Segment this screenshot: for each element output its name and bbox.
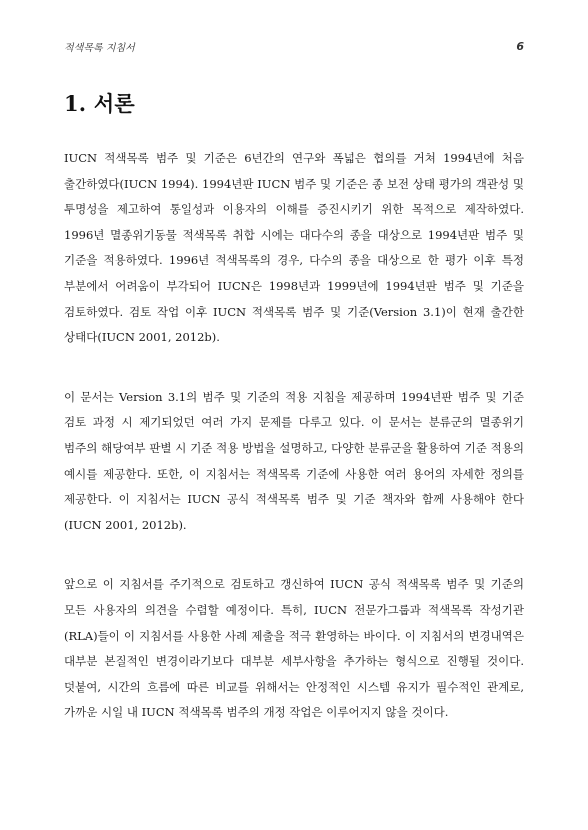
paragraph-future-revisions: 앞으로 이 지침서를 주기적으로 검토하고 갱신하여 IUCN 공식 적색목록 범주 및 기준의 모든 사용자의 의견을 수렴할 예정이다. 특히, IUCN 전문가그룹과 적색목록 작성기관(RLA)들이 이 지침서를 사용한 사례 제출을 적극 환영하는 바이다. 이 지침서의 변경내역은 대부분 본질적인 변경이라기보다 대부분 세부사항을 추가하는 형식으로 진행될 것이다. 덧붙여, 시간의 흐름에 따른 비교를 위해서는 안정적인 시스템 유지가 필수적인 관계로, 가까운 시일 내 IUCN 적색목록 범주의 개정 작업은 이루어지지 않을 것이다. — [64, 577, 524, 720]
paragraph-intro: IUCN 적색목록 범주 및 기준은 6년간의 연구와 폭넓은 협의를 거쳐 1994년에 처음 출간하였다(IUCN 1994). 1994년판 IUCN 범주 및 기준은 종 보전 상태 평가의 객관성 및 투명성을 제고하여 통일성과 이용자의 이해를 증진시키기 위한 목적으로 제작하였다. 1996년 멸종위기동물 적색목록 취합 시에는 대다수의 종을 대상으로 1994년판 범주 및 기준을 적용하였다. 1996년 적색목록의 경우, 다수의 종을 대상으로 한 평가 이후 특정 부분에서 어려움이 부각되어 IUCN은 1998년과 1999년에 1994년판 범주 및 기준을 검토하였다. 검토 작업 이후 IUCN 적색목록 범주 및 기준(Version 3.1)이 현재 출간한 상태다(IUCN 2001, 2012b). — [64, 151, 524, 345]
running-title: 적색목록 지침서 — [64, 42, 135, 54]
section-title: 1. 서론 — [64, 91, 135, 116]
running-header — [64, 38, 524, 54]
body-text — [64, 146, 524, 760]
paragraph-scope: 이 문서는 Version 3.1의 범주 및 기준의 적용 지침을 제공하며 1994년판 범주 및 기준 검토 과정 시 제기되었던 여러 가지 문제를 다루고 있다. 이 문서는 분류군의 멸종위기 범주의 해당여부 판별 시 기준 적용 방법을 설명하고, 다양한 분류군을 활용하여 기준 적용의 예시를 제공한다. 또한, 이 지침서는 적색목록 기준에 사용한 여러 용어의 자세한 정의를 제공한다. 이 지침서는 IUCN 공식 적색목록 범주 및 기준 책자와 함께 사용해야 한다(IUCN 2001, 2012b). — [64, 389, 524, 532]
page-number: 6 — [516, 39, 524, 53]
